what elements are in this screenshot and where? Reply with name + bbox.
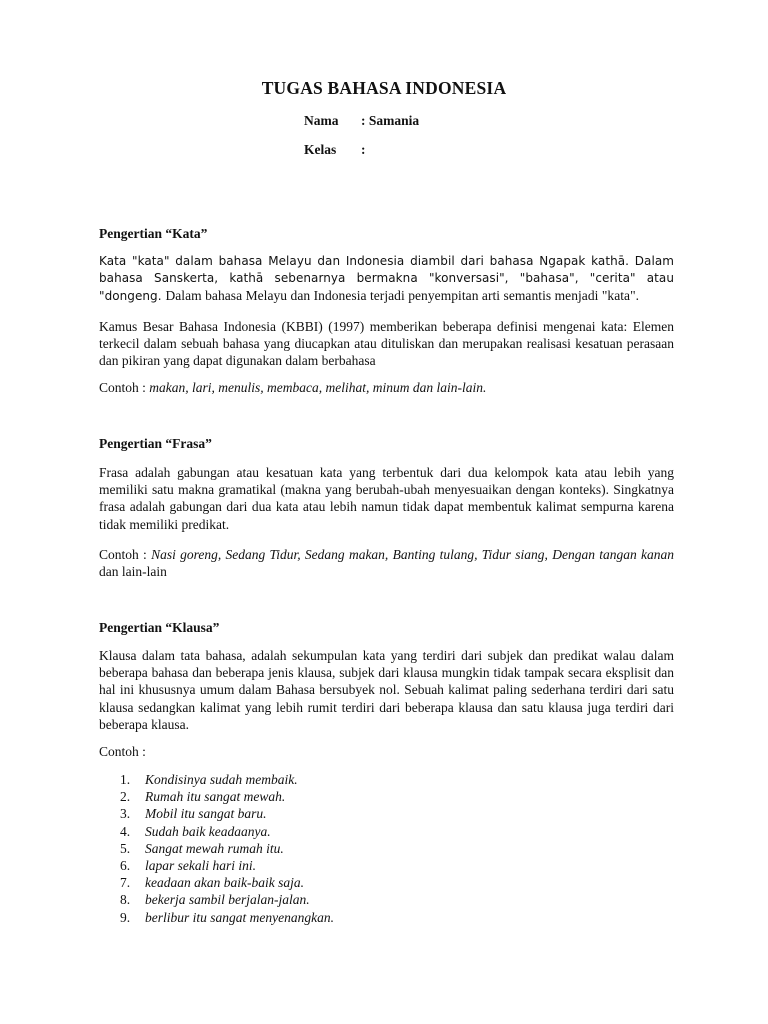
list-item-text: Kondisinya sudah membaik. bbox=[145, 772, 298, 787]
frasa-example-label: Contoh : bbox=[99, 547, 152, 562]
list-item bbox=[99, 891, 334, 908]
kata-paragraph-1 bbox=[99, 253, 674, 306]
list-item-number: 9. bbox=[120, 909, 131, 925]
list-item-number: 6. bbox=[120, 858, 131, 874]
frasa-example bbox=[99, 546, 674, 580]
kata-paragraph-1-sans: Kata "kata" dalam bahasa Melayu dan Indonesia diambil dari bahasa Ngapak kathā. Dalam bahasa Sanskerta, kathā sebenarnya bermakna "konversasi", "bahasa", "cerita" atau "dongeng. bbox=[99, 254, 674, 304]
klausa-example-label: Contoh : bbox=[99, 744, 146, 759]
name-value: : Samania bbox=[361, 113, 420, 128]
class-row bbox=[304, 142, 366, 158]
list-item-number: 5. bbox=[120, 840, 131, 856]
list-item-number: 3. bbox=[120, 806, 131, 822]
list-item bbox=[99, 788, 334, 805]
list-item bbox=[99, 771, 334, 788]
list-item-text: Mobil itu sangat baru. bbox=[145, 806, 267, 822]
kata-paragraph-2: Kamus Besar Bahasa Indonesia (KBBI) (1997) memberikan beberapa definisi mengenai kata: Elemen terkecil dalam sebuah bahasa yang diucapkan atau dituliskan dan merupakan realisasi kesatuan perasaan dan pikiran yang dapat digunakan dalam berbahasa bbox=[99, 319, 674, 369]
list-item-number: 8. bbox=[120, 892, 131, 908]
kata-paragraph-1-serif: Dalam bahasa Melayu dan Indonesia terjadi penyempitan arti semantis menjadi "kata". bbox=[165, 288, 640, 304]
list-item-text: Rumah itu sangat mewah. bbox=[145, 789, 286, 805]
heading-frasa: Pengertian “Frasa” bbox=[99, 436, 212, 451]
list-item bbox=[99, 823, 334, 840]
list-item bbox=[99, 874, 334, 891]
list-item-text: bekerja sambil berjalan-jalan. bbox=[145, 892, 310, 908]
kata-example-label: Contoh : bbox=[99, 380, 150, 395]
list-item-number: 7. bbox=[120, 875, 131, 891]
list-item-number: 4. bbox=[120, 823, 131, 839]
class-label: Kelas bbox=[304, 142, 337, 157]
heading-klausa: Pengertian “Klausa” bbox=[99, 620, 220, 635]
list-item-text: keadaan akan baik-baik saja. bbox=[145, 875, 304, 891]
list-item-text: berlibur itu sangat menyenangkan. bbox=[145, 909, 334, 925]
name-row bbox=[304, 113, 419, 129]
list-item bbox=[99, 857, 334, 874]
frasa-paragraph-1: Frasa adalah gabungan atau kesatuan kata yang terbentuk dari dua kelompok kata atau lebih yang memiliki satu makna gramatikal (makna yang berubah-ubah menyesuaikan dengan konteks). Singkatnya frasa adalah gabungan dari dua kata atau lebih namun tidak dapat membentuk kalimat sempurna karena tidak memiliki predikat. bbox=[99, 465, 674, 532]
frasa-example-tail: dan lain-lain bbox=[99, 564, 167, 580]
list-item-number: 2. bbox=[120, 789, 131, 805]
class-value: : bbox=[361, 142, 366, 157]
kata-example bbox=[99, 379, 674, 396]
list-item-text: lapar sekali hari ini. bbox=[145, 858, 256, 874]
list-item-text: Sudah baik keadaanya. bbox=[145, 823, 271, 839]
list-item bbox=[99, 840, 334, 857]
list-item bbox=[99, 805, 334, 822]
name-label: Nama bbox=[304, 113, 339, 128]
frasa-example-text: Nasi goreng, Sedang Tidur, Sedang makan, Banting tulang, Tidur siang, Dengan tangan kanan bbox=[151, 547, 674, 562]
list-item-text: Sangat mewah rumah itu. bbox=[145, 840, 284, 856]
klausa-paragraph-1: Klausa dalam tata bahasa, adalah sekumpulan kata yang terdiri dari subjek dan predikat walau dalam beberapa bahasa dan beberapa jenis klausa, subjek dari klausa mungkin tidak tampak secara eksplisit dan hal ini khususnya umum dalam Bahasa bersubyek nol. Sebuah kalimat paling sederhana terdiri dari satu klausa sedangkan kalimat yang lebih rumit terdiri dari beberapa klausa dan satu klausa juga terdiri dari beberapa klausa. bbox=[99, 648, 674, 732]
kata-example-text: makan, lari, menulis, membaca, melihat, minum dan lain-lain. bbox=[149, 380, 487, 395]
heading-kata: Pengertian “Kata” bbox=[99, 226, 208, 241]
document-title: TUGAS BAHASA INDONESIA bbox=[261, 78, 507, 98]
list-item bbox=[99, 909, 334, 926]
list-item-number: 1. bbox=[120, 772, 131, 787]
klausa-example-list bbox=[99, 771, 334, 926]
